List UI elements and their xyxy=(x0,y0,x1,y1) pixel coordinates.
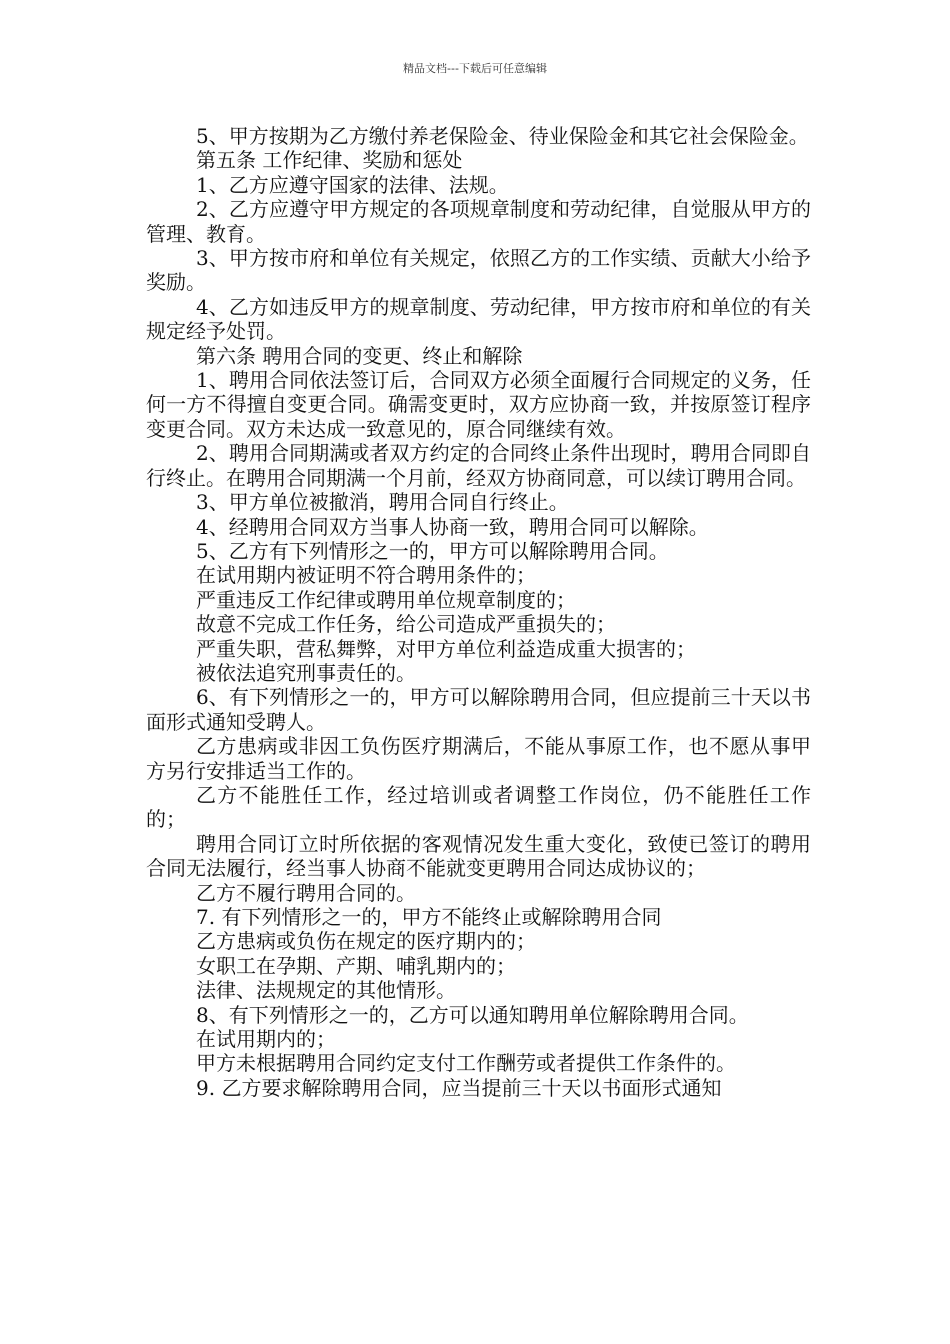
paragraph: 4、乙方如违反甲方的规章制度、劳动纪律，甲方按市府和单位的有关规定经予处罚。 xyxy=(146,294,811,344)
paragraph: 5、乙方有下列情形之一的，甲方可以解除聘用合同。 xyxy=(196,538,669,563)
list-item: 法律、法规规定的其他情形。 xyxy=(196,978,456,1003)
paragraph: 3、甲方按市府和单位有关规定，依照乙方的工作实绩、贡献大小给予奖励。 xyxy=(146,246,811,295)
paragraph: 3、甲方单位被撤消，聘用合同自行终止。 xyxy=(196,490,569,515)
list-item: 乙方患病或负伤在规定的医疗期内的； xyxy=(196,929,536,954)
paragraph: 9. 乙方要求解除聘用合同，应当提前三十天以书面形式通知 xyxy=(196,1075,722,1100)
document-body xyxy=(146,124,811,1100)
list-item: 在试用期内被证明不符合聘用条件的； xyxy=(196,563,536,588)
list-item: 女职工在孕期、产期、哺乳期内的； xyxy=(196,953,516,978)
list-item: 严重违反工作纪律或聘用单位规章制度的； xyxy=(196,587,576,612)
page-header: 精品文档---下载后可任意编辑 xyxy=(403,62,547,75)
paragraph: 4、经聘用合同双方当事人协商一致，聘用合同可以解除。 xyxy=(196,514,709,539)
paragraph: 1、乙方应遵守国家的法律、法规。 xyxy=(196,172,509,197)
list-item: 乙方患病或非因工负伤医疗期满后，不能从事原工作，也不愿从事甲方另行安排适当工作的。 xyxy=(146,734,811,783)
paragraph: 6、有下列情形之一的，甲方可以解除聘用合同，但应提前三十天以书面形式通知受聘人。 xyxy=(146,685,811,734)
paragraph: 5、甲方按期为乙方缴付养老保险金、待业保险金和其它社会保险金。 xyxy=(196,124,809,148)
paragraph: 1、聘用合同依法签订后，合同双方必须全面履行合同规定的义务，任何一方不得擅自变更合同。确需变更时，双方应协商一致，并按原签订程序变更合同。双方未达成一致意见的，原合同继续有效。 xyxy=(146,368,811,441)
section-heading: 第五条 工作纪律、奖励和惩处 xyxy=(196,148,463,173)
list-item: 故意不完成工作任务，给公司造成严重损失的； xyxy=(196,612,616,637)
list-item: 甲方未根据聘用合同约定支付工作酬劳或者提供工作条件的。 xyxy=(196,1051,736,1076)
list-item: 乙方不履行聘用合同的。 xyxy=(196,880,416,905)
list-item: 在试用期内的； xyxy=(196,1027,336,1052)
paragraph: 7. 有下列情形之一的，甲方不能终止或解除聘用合同 xyxy=(196,905,662,929)
list-item: 被依法追究刑事责任的。 xyxy=(196,660,416,685)
section-heading: 第六条 聘用合同的变更、终止和解除 xyxy=(196,343,523,368)
list-item: 乙方不能胜任工作，经过培训或者调整工作岗位，仍不能胜任工作的； xyxy=(146,782,811,832)
paragraph: 8、有下列情形之一的，乙方可以通知聘用单位解除聘用合同。 xyxy=(196,1002,749,1027)
list-item: 聘用合同订立时所依据的客观情况发生重大变化，致使已签订的聘用合同无法履行，经当事人协商不能就变更聘用合同达成协议的； xyxy=(146,831,811,881)
list-item: 严重失职，营私舞弊，对甲方单位利益造成重大损害的； xyxy=(196,636,696,661)
paragraph: 2、乙方应遵守甲方规定的各项规章制度和劳动纪律，自觉服从甲方的管理、教育。 xyxy=(146,197,811,246)
paragraph: 2、聘用合同期满或者双方约定的合同终止条件出现时，聘用合同即自行终止。在聘用合同期满一个月前，经双方协商同意，可以续订聘用合同。 xyxy=(146,441,811,490)
